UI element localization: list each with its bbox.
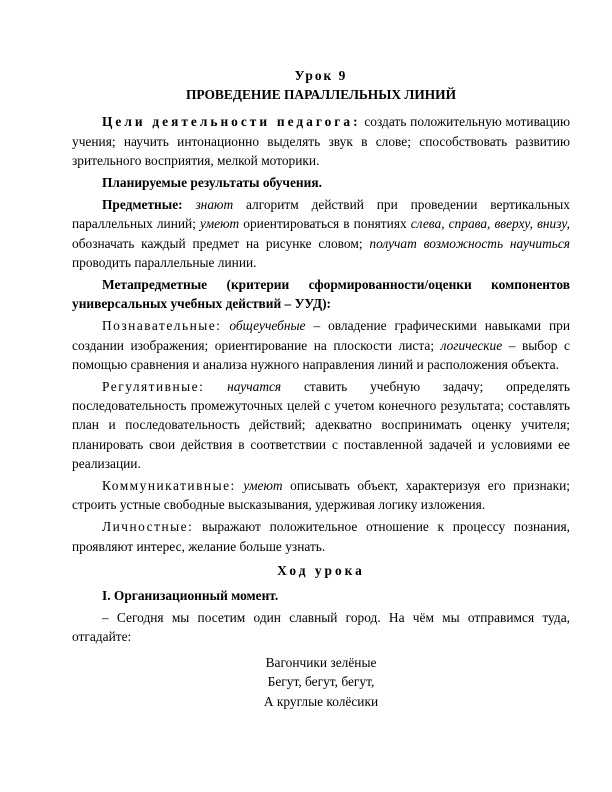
goals-label: Цели деятельности педагога: [102,114,361,130]
subject-paragraph [72,195,570,272]
personal-paragraph [72,517,570,555]
riddle-poem [72,653,570,712]
cognitive-text-1: – овладение графическими навыками при создании изображения; ориентирование на плоскости листа; [72,318,570,353]
subject-text-4: проводить параллельные линии. [72,254,257,270]
communicative-paragraph [72,476,570,514]
communicative-label: Коммуникативные: [102,478,236,494]
cognitive-text-2: – выбор с помощью сравнения и анализа нужного направления линий и расположения объекта. [72,337,570,372]
lesson-title: ПРОВЕДЕНИЕ ПАРАЛЛЕЛЬНЫХ ЛИНИЙ [185,87,457,103]
subject-text-1: алгоритм действий при проведении вертикальных параллельных линий; [72,197,570,232]
cognitive-logical: логические [440,337,503,353]
lesson-number: Урок 9 [294,68,348,83]
document-body [72,66,570,711]
cognitive-paragraph [72,316,570,374]
goals-text: создать положительную мотивацию учения; научить интонационно выделять звук в слове; способствовать развитию зрительного восприятия, мелкой моторики. [72,114,570,168]
personal-label: Личностные: [102,519,194,535]
subject-opportunity: получат возможность научиться [369,235,571,251]
poem-line: Бегут, бегут, бегут, [267,674,375,690]
section-1-heading: I. Организационный момент. [102,588,279,604]
communicative-can: умеют [243,478,283,494]
lesson-progress-heading: Ход урока [277,562,365,578]
cognitive-general: общеучебные [229,318,306,334]
subject-label: Предметные: [102,197,183,213]
subject-can: умеют [200,216,240,232]
goals-paragraph [72,112,570,170]
communicative-text: описывать объект, характеризуя его признаки; строить устные свободные высказывания, удерживая логику изложения. [72,478,570,513]
subject-know: знают [195,197,234,213]
intro-paragraph: – Сегодня мы посетим один славный город. На чём мы отправимся туда, отгадайте: [72,610,570,645]
subject-text-2: ориентироваться в понятиях [239,216,411,232]
cognitive-label: Познавательные: [102,318,222,334]
metasubject-heading: Метапредметные (критерии сформированности/оценки компонентов универсальных учебных действий – УУД): [72,277,570,312]
subject-directions: слева, справа, вверху, внизу, [410,216,570,232]
poem-line: Вагончики зелёные [265,654,377,670]
regulative-text: ставить учебную задачу; определять последовательность промежуточных целей с учетом конечного результата; составлять план и последовательность действий; адекватно воспринимать оценку учителя; планировать свои действия в соответствии с поставленной задачей и условиями ее реализации. [72,379,570,471]
subject-text-3: обозначать каждый предмет на рисунке словом; [72,235,370,251]
regulative-label: Регулятивные: [102,379,205,395]
planned-results-heading: Планируемые результаты обучения. [102,175,322,191]
personal-text: выражают положительное отношение к процессу познания, проявляют интерес, желание больше узнать. [72,519,570,554]
regulative-will-learn: научатся [227,379,282,395]
poem-line: А круглые колёсики [263,693,379,709]
regulative-paragraph [72,377,570,473]
